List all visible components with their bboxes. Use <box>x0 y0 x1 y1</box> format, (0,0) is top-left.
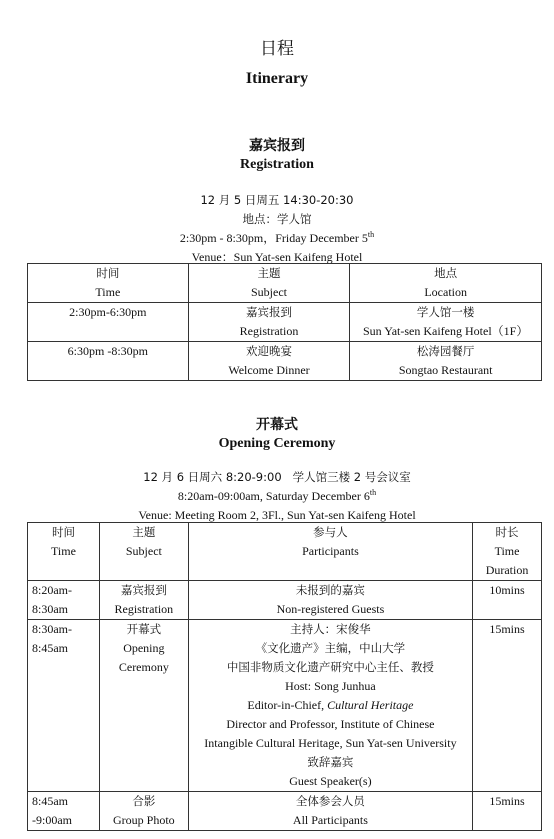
registration-table <box>27 263 542 381</box>
row-duration: 15mins <box>473 620 542 792</box>
header-participants-en: Participants <box>302 544 359 558</box>
table-row <box>28 342 542 381</box>
header-subject <box>188 264 350 303</box>
participants-cn: 全体参会人员 <box>295 794 365 808</box>
table-row <box>28 303 542 342</box>
row-subject <box>99 581 188 620</box>
row-time: 6:30pm -8:30pm <box>28 342 189 381</box>
opening-time-sup: th <box>369 488 377 497</box>
subject-en: Group Photo <box>113 813 175 827</box>
opening-header-row <box>28 523 542 581</box>
header-subject-en: Subject <box>251 285 287 299</box>
host-position-en: Director and Professor, Institute of Chinese <box>226 717 435 731</box>
location-cn: 松涛园餐厅 <box>416 344 475 358</box>
row-duration: 15mins <box>473 792 542 831</box>
participants-en: Non-registered Guests <box>276 602 385 616</box>
header-time-en: Time <box>95 285 121 299</box>
header-duration-en: Time <box>494 544 520 558</box>
row-subject <box>99 792 188 831</box>
registration-heading <box>0 135 554 173</box>
guest-speaker-en: Guest Speaker(s) <box>289 774 372 788</box>
host-editor-text: Editor-in-Chief, <box>247 698 328 712</box>
header-subject-cn: 主题 <box>257 266 281 280</box>
header-duration-en2: Duration <box>485 563 529 577</box>
opening-date-cn: 12 月 6 日周六 8:20-9:00 学人馆三楼 2 号会议室 <box>143 470 411 484</box>
row-participants <box>188 792 472 831</box>
time-start: 8:30am- <box>32 622 72 636</box>
row-subject <box>188 342 350 381</box>
row-time <box>28 792 100 831</box>
header-location-en: Location <box>424 285 467 299</box>
row-participants <box>188 620 472 792</box>
row-location <box>350 342 542 381</box>
subject-en2: Ceremony <box>118 660 169 674</box>
header-subject-cn: 主题 <box>132 525 156 539</box>
time-end: -9:00am <box>32 813 72 827</box>
opening-time-text: 8:20am-09:00am, Saturday December 6 <box>177 489 370 503</box>
subject-en: Registration <box>239 324 299 338</box>
guest-speaker-cn: 致辞嘉宾 <box>307 755 354 769</box>
row-location <box>350 303 542 342</box>
page-title-en: Itinerary <box>245 70 309 87</box>
header-time-en: Time <box>51 544 76 558</box>
opening-title-cn: 开幕式 <box>256 417 298 433</box>
subject-cn: 嘉宾报到 <box>246 305 292 319</box>
location-cn: 学人馆一楼 <box>416 305 475 319</box>
registration-info <box>0 191 554 267</box>
opening-table <box>27 522 542 831</box>
page-title-cn: 日程 <box>260 39 294 59</box>
subject-en: Opening <box>123 641 165 655</box>
header-subject <box>99 523 188 581</box>
row-subject <box>188 303 350 342</box>
opening-venue: Venue: Meeting Room 2, 3Fl., Sun Yat-sen Kaifeng Hotel <box>138 508 416 522</box>
registration-venue: Venue：Sun Yat-sen Kaifeng Hotel <box>191 250 363 264</box>
header-duration-cn: 时长 <box>495 525 519 539</box>
subject-cn: 开幕式 <box>126 622 162 636</box>
row-time <box>28 620 100 792</box>
time-start: 8:20am- <box>32 583 72 597</box>
participants-en: All Participants <box>292 813 368 827</box>
header-duration <box>473 523 542 581</box>
header-time-cn: 时间 <box>96 266 120 280</box>
header-participants-cn: 参与人 <box>313 525 348 539</box>
header-time <box>28 523 100 581</box>
time-end: 8:30am <box>32 602 68 616</box>
opening-heading <box>0 414 554 452</box>
table-row <box>28 620 542 792</box>
table-row <box>28 792 542 831</box>
registration-time-sup: th <box>367 230 375 239</box>
header-location <box>350 264 542 303</box>
row-time <box>28 581 100 620</box>
location-en: Songtao Restaurant <box>398 363 493 377</box>
journal-name: Cultural Heritage <box>327 698 414 712</box>
row-subject <box>99 620 188 792</box>
host-cn: 主持人：宋俊华 <box>290 622 371 636</box>
registration-title-cn: 嘉宾报到 <box>249 138 305 154</box>
registration-date-cn: 12 月 5 日周五 14:30-20:30 <box>200 193 354 207</box>
host-institute-en: Intangible Cultural Heritage, Sun Yat-sen University <box>204 736 457 750</box>
header-subject-en: Subject <box>125 544 162 558</box>
opening-time-en <box>0 487 554 506</box>
subject-en: Welcome Dinner <box>228 363 310 377</box>
header-participants <box>188 523 472 581</box>
registration-time-text: 2:30pm - 8:30pm，Friday December 5 <box>179 231 368 245</box>
header-time-cn: 时间 <box>51 525 75 539</box>
host-title-cn: 《文化遗产》主编，中山大学 <box>255 641 406 655</box>
row-time: 2:30pm-6:30pm <box>28 303 189 342</box>
opening-title-en: Opening Ceremony <box>218 436 336 451</box>
time-end: 8:45am <box>32 641 68 655</box>
host-position-cn: 中国非物质文化遗产研究中心主任、教授 <box>226 660 434 674</box>
table-row <box>28 581 542 620</box>
subject-en: Registration <box>114 602 174 616</box>
subject-cn: 欢迎晚宴 <box>246 344 292 358</box>
subject-cn: 嘉宾报到 <box>120 583 167 597</box>
host-en: Host: Song Junhua <box>285 679 376 693</box>
location-en: Sun Yat-sen Kaifeng Hotel（1F） <box>363 324 529 338</box>
registration-title-en: Registration <box>240 157 314 172</box>
header-location-cn: 地点 <box>434 266 458 280</box>
registration-time-en <box>0 229 554 248</box>
registration-place-cn: 地点：学人馆 <box>242 212 312 226</box>
opening-info <box>0 468 554 525</box>
row-duration: 10mins <box>473 581 542 620</box>
header-time <box>28 264 189 303</box>
host-editor-en <box>191 696 470 715</box>
subject-cn: 合影 <box>132 794 156 808</box>
registration-header-row <box>28 264 542 303</box>
time-start: 8:45am <box>32 794 68 808</box>
participants-cn: 未报到的嘉宾 <box>295 583 365 597</box>
row-participants <box>188 581 472 620</box>
